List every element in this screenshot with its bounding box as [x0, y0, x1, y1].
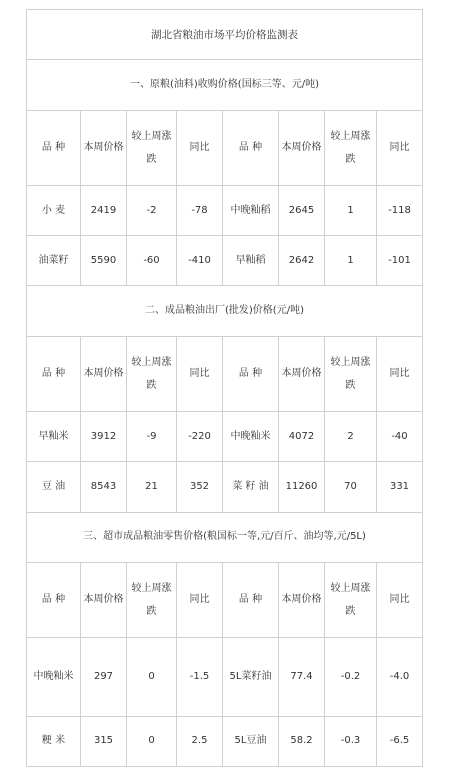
table-row [27, 638, 423, 716]
table-row [27, 236, 423, 286]
weekly-change: -9 [127, 412, 177, 462]
yoy-change: -101 [377, 236, 423, 286]
current-price: 3912 [81, 412, 127, 462]
section-title: 一、原粮(油料)收购价格(国标三等、元/吨) [27, 60, 423, 110]
weekly-change: 1 [325, 236, 377, 286]
product-name: 早籼稻 [223, 236, 279, 286]
product-name: 5L豆油 [223, 716, 279, 766]
current-price: 77.4 [279, 638, 325, 716]
column-header: 品 种 [223, 110, 279, 185]
column-header: 同比 [377, 336, 423, 411]
table-row [27, 462, 423, 512]
column-header: 同比 [177, 110, 223, 185]
column-header: 同比 [377, 110, 423, 185]
product-name: 5L菜籽油 [223, 638, 279, 716]
column-header: 较上周涨跌 [127, 562, 177, 637]
column-header: 品 种 [223, 562, 279, 637]
column-header: 本周价格 [81, 336, 127, 411]
product-name: 豆 油 [27, 462, 81, 512]
yoy-change: -40 [377, 412, 423, 462]
weekly-change: 1 [325, 185, 377, 235]
product-name: 中晚籼米 [27, 638, 81, 716]
product-name: 油菜籽 [27, 236, 81, 286]
weekly-change: -0.2 [325, 638, 377, 716]
column-header: 品 种 [27, 336, 81, 411]
column-header: 较上周涨跌 [127, 336, 177, 411]
weekly-change: -2 [127, 185, 177, 235]
column-header: 较上周涨跌 [325, 562, 377, 637]
yoy-change: -78 [177, 185, 223, 235]
column-header: 本周价格 [81, 562, 127, 637]
yoy-change: 2.5 [177, 716, 223, 766]
column-header: 本周价格 [279, 110, 325, 185]
current-price: 11260 [279, 462, 325, 512]
yoy-change: 352 [177, 462, 223, 512]
column-header: 同比 [377, 562, 423, 637]
current-price: 2419 [81, 185, 127, 235]
weekly-change: 70 [325, 462, 377, 512]
yoy-change: -118 [377, 185, 423, 235]
table-row [27, 716, 423, 766]
column-header: 品 种 [223, 336, 279, 411]
header-row [27, 110, 423, 185]
section-title: 三、超市成品粮油零售价格(粮国标一等,元/百斤、油均等,元/5L) [27, 512, 423, 562]
column-header: 较上周涨跌 [325, 110, 377, 185]
product-name: 中晚籼米 [223, 412, 279, 462]
yoy-change: -220 [177, 412, 223, 462]
product-name: 菜 籽 油 [223, 462, 279, 512]
current-price: 2642 [279, 236, 325, 286]
column-header: 本周价格 [81, 110, 127, 185]
price-monitoring-table [26, 9, 423, 767]
current-price: 4072 [279, 412, 325, 462]
yoy-change: -6.5 [377, 716, 423, 766]
yoy-change: -4.0 [377, 638, 423, 716]
yoy-change: -1.5 [177, 638, 223, 716]
table-row [27, 412, 423, 462]
column-header: 品 种 [27, 562, 81, 637]
current-price: 315 [81, 716, 127, 766]
header-row [27, 562, 423, 637]
table-row [27, 185, 423, 235]
current-price: 58.2 [279, 716, 325, 766]
product-name: 粳 米 [27, 716, 81, 766]
current-price: 8543 [81, 462, 127, 512]
column-header: 同比 [177, 336, 223, 411]
column-header: 本周价格 [279, 336, 325, 411]
section-title: 二、成品粮油出厂(批发)价格(元/吨) [27, 286, 423, 336]
product-name: 小 麦 [27, 185, 81, 235]
column-header: 品 种 [27, 110, 81, 185]
weekly-change: -60 [127, 236, 177, 286]
column-header: 较上周涨跌 [325, 336, 377, 411]
yoy-change: 331 [377, 462, 423, 512]
column-header: 同比 [177, 562, 223, 637]
product-name: 早籼米 [27, 412, 81, 462]
weekly-change: 0 [127, 716, 177, 766]
column-header: 本周价格 [279, 562, 325, 637]
current-price: 5590 [81, 236, 127, 286]
table-title: 湖北省粮油市场平均价格监测表 [27, 10, 423, 60]
header-row [27, 336, 423, 411]
product-name: 中晚籼稻 [223, 185, 279, 235]
weekly-change: -0.3 [325, 716, 377, 766]
weekly-change: 2 [325, 412, 377, 462]
current-price: 2645 [279, 185, 325, 235]
current-price: 297 [81, 638, 127, 716]
weekly-change: 21 [127, 462, 177, 512]
weekly-change: 0 [127, 638, 177, 716]
yoy-change: -410 [177, 236, 223, 286]
column-header: 较上周涨跌 [127, 110, 177, 185]
